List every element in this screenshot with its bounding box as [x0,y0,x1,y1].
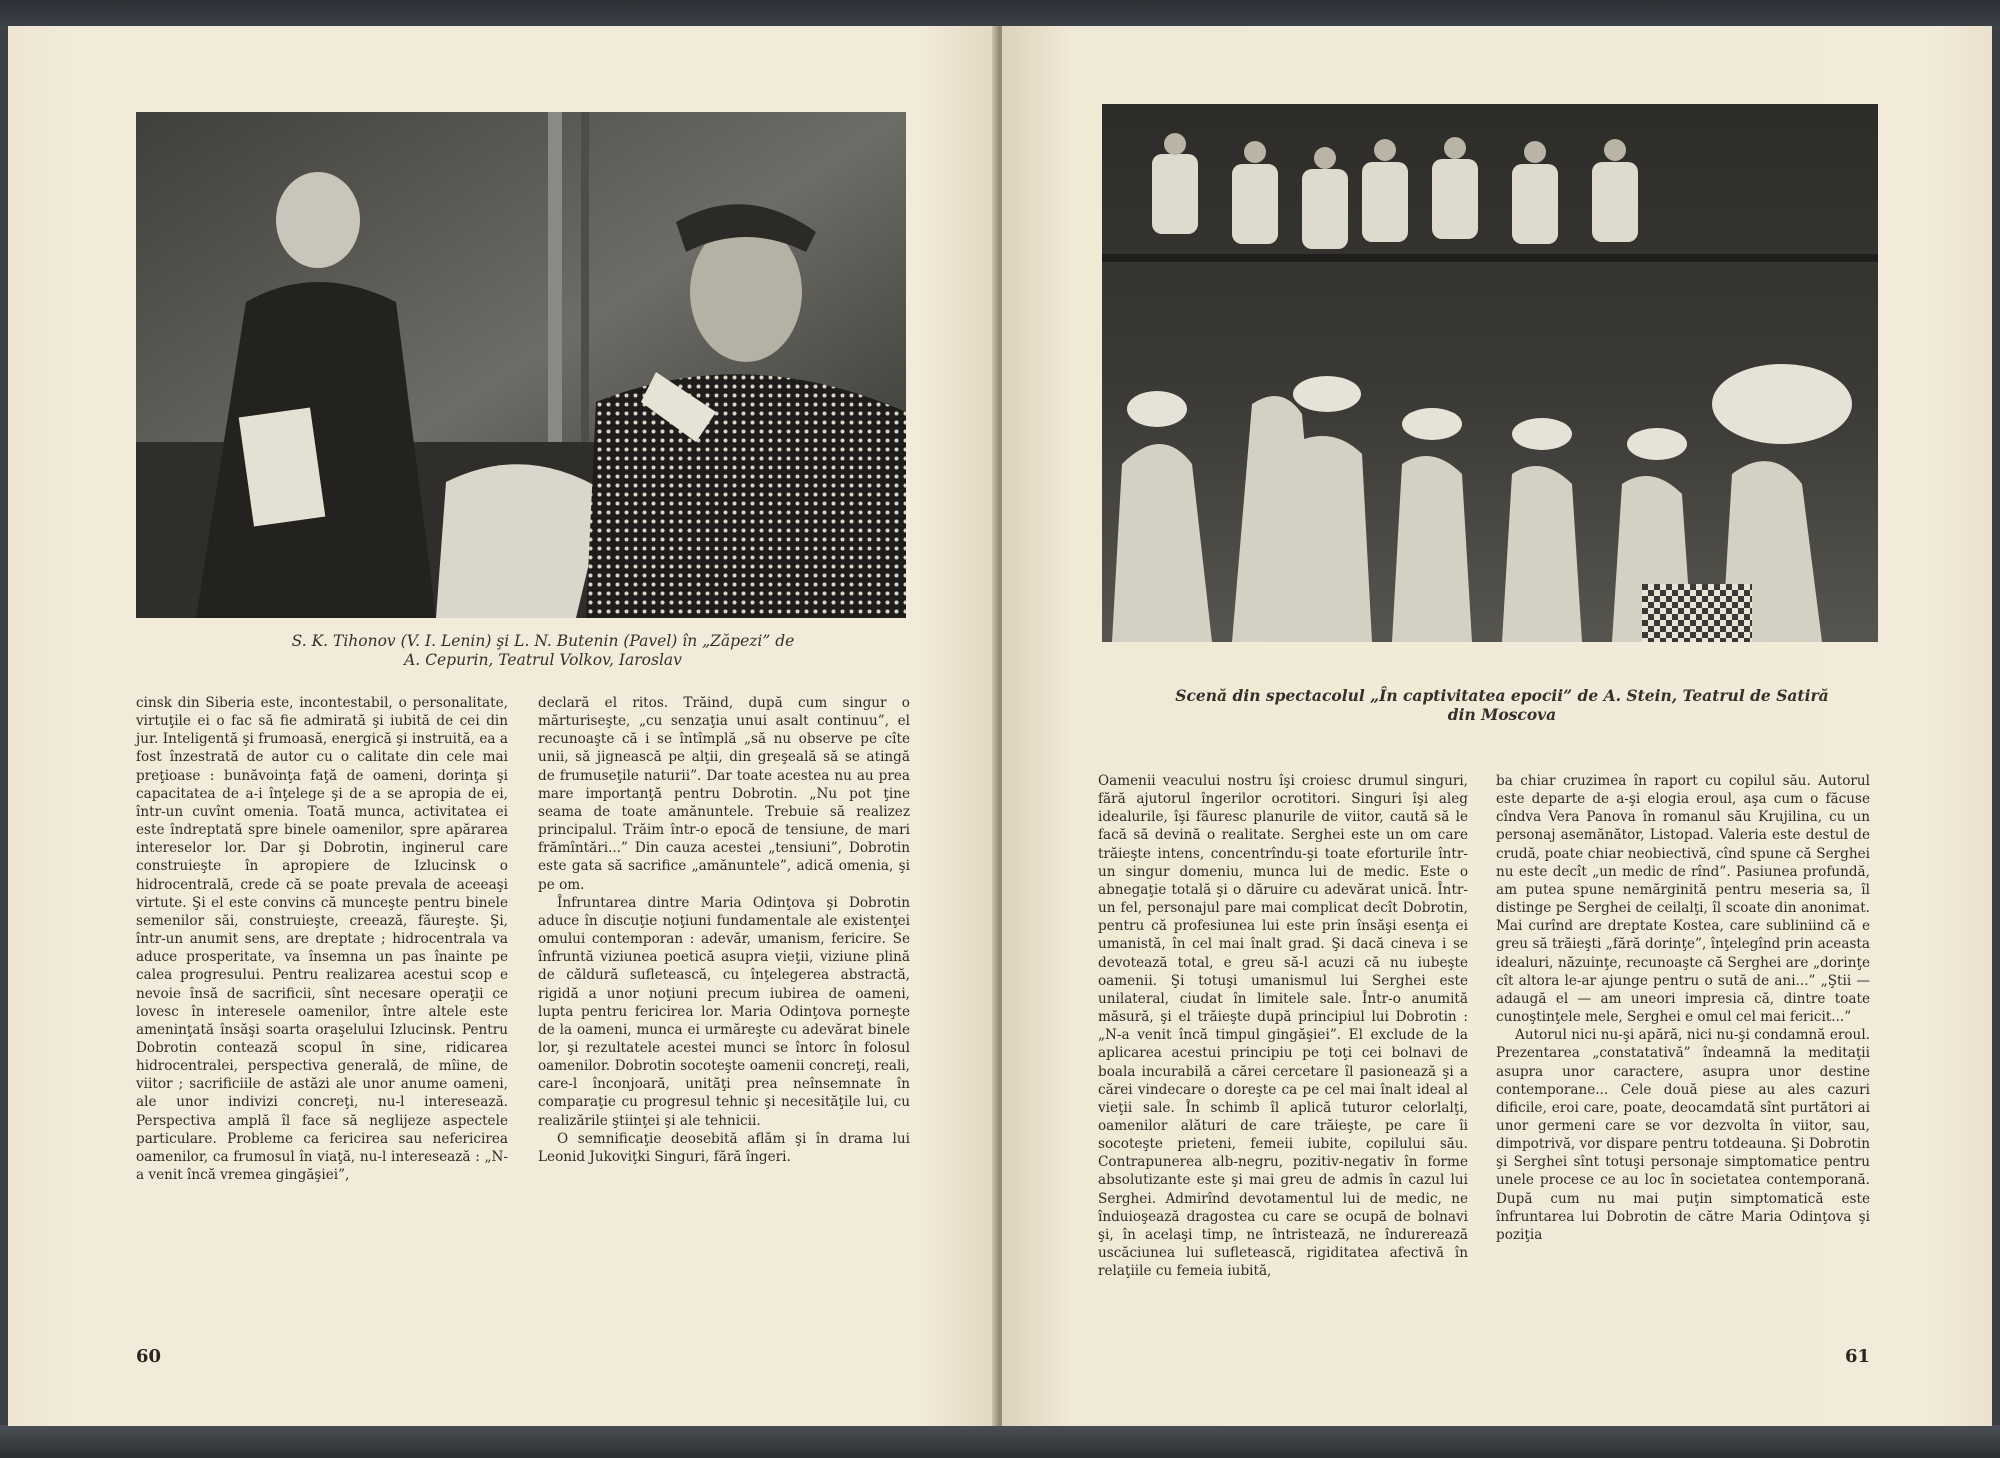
paragraph: ba chiar cruzimea în raport cu copilul său. Autorul este departe de a-şi elogia eroul, aşa cum o făcuse cîndva Vera Panova în romanul său Krujilina, cu un personaj asemănător, Listopad. Valeria este destul de crudă, poate chiar neobiectivă, cînd spune că Serghei nu este decît „un medic de rînd”. Pasiunea profundă, am putea spune nemărginită pentru meseria sa, îl distinge pe Serghei de ceilalţi, îl scoate din anonimat. Mai curînd are dreptate Kostea, care subliniind că e greu să trăieşti „fără dorinţe”, înţelegînd prin aceasta idealuri, năzuinţe, recunoaşte că Serghei are „dorinţe cît altora le-ar ajunge pentru o sută de ani...” „Ştii — adaugă el — am uneori impresia că, dintre toate cunoştinţele mele, Serghei e omul cel mai fericit...” [1496,773,1870,1026]
paragraph: Autorul nici nu-şi apără, nici nu-şi condamnă eroul. Prezentarea „constatativă” îndeamnă la meditaţii asupra unor caractere, asupra unor destine contemporane... Cele două piese au ales cazuri dificile, eroi care, poate, deocamdată sînt purtători ai unor germeni care se vor dezvolta în viitor, sau, dimpotrivă, vor dispare pentru totdeauna. Şi Dobrotin şi Serghei sînt totuşi personaje simptomatice pentru unele procese ce au loc în societatea contemporană. După cum nu mai puţin simptomatică este înfruntarea lui Dobrotin de către Maria Odinţova şi poziţia [1496,1027,1870,1243]
left-caption-line-1: S. K. Tihonov (V. I. Lenin) şi L. N. Butenin (Pavel) în „Zăpezi” de [291,632,795,650]
right-page [1002,26,1992,1426]
left-photo [136,112,906,618]
left-column-2 [538,694,910,1166]
paragraph: O semnificaţie deosebită aflăm şi în drama lui Leonid Jukoviţki Singuri, fără îngeri. [538,1130,910,1165]
page-number-left: 60 [136,1346,162,1367]
paragraph: Oamenii veacului nostru îşi croiesc drumul singuri, fără ajutorul îngerilor ocrotitori. Singuri îşi aleg idealurile, îşi făuresc planurile de viitor, caută să le facă să devină o realitate. Serghei este un om care trăieşte intens, concentrîndu-şi toate eforturile într-un singur domeniu, munca lui de medic. Este o abnegaţie totală şi o dăruire cu adevărat unică. Într-un fel, personajul pare mai complicat decît Dobrotin, pentru că profesiunea lui este prin însăşi esenţa ei umanistă, în cel mai înalt grad. Şi dacă cineva i se devotează total, e greu să-l acuzi că nu iubeşte oamenii. Şi totuşi umanismul lui Serghei este unilateral, ciudat în limitele sale. Într-o anumită măsură, şi el trăieşte după principiul lui Dobrotin : „N-a venit încă timpul gingăşiei”. El exclude de la aplicarea acestui principiu pe toţi cei bolnavi de boala incurabilă a cărei cercetare îl pasionează şi a cărei vindecare o doreşte ca pe cel mai înalt ideal al vieţii sale. În schimb îl aplică tuturor celorlalţi, oamenilor alături de care trăieşte, pe care îi socoteşte prieteni, femeii iubite, copilului său. Contrapunerea alb-negru, pozitiv-negativ în forme absolutizante este şi mai greu de admis în cazul lui Serghei. Admirînd devotamentul lui de medic, ne înduioşează dragostea cu care se ocupă de bolnavi şi, în acelaşi timp, ne întristează, ne îndurerează uscăciunea lui sufletească, rigiditatea afectivă în relaţiile cu femeia iubită, [1098,773,1468,1280]
left-caption-line-2: A. Cepurin, Teatrul Volkov, Iaroslav [404,651,682,669]
paragraph: declară el ritos. Trăind, după cum singur o mărturiseşte, „cu senzaţia unui asalt continuu”, el recunoaşte că i se întîmplă „să nu observe pe cîte unii, să jignească pe alţii, din greşeală să se atingă de frumuseţile naturii”. Dar toate acestea nu au prea mare importanţă pentru Dobrotin. „Nu pot ţine seama de toate amănuntele. Trebuie să realizez principalul. Trăim într-o epocă de tensiune, de mari frămîntări...” Din cauza acestei „tensiuni”, Dobrotin este gata să sacrifice „amănuntele”, adică omenia, şi pe om. [538,695,910,893]
page-number-right: 61 [1845,1346,1871,1367]
left-column-1 [136,694,508,1184]
left-photo-caption [168,632,918,670]
left-photo-image [136,112,906,618]
right-column-2 [1496,772,1870,1244]
right-photo-caption [1112,686,1892,724]
right-caption-line-2: din Moscova [1447,705,1557,724]
right-caption-line-1: Scenă din spectacolul „În captivitatea epocii” de A. Stein, Teatrul de Satiră [1175,686,1829,705]
right-photo-image [1102,104,1878,642]
right-photo [1102,104,1878,642]
left-page [8,26,998,1426]
paragraph: Înfruntarea dintre Maria Odinţova şi Dobrotin aduce în discuţie noţiuni fundamentale ale existenţei omului contemporan : adevăr, umanism, fericire. Se înfruntă viziunea poetică asupra vieţii, viziune plină de căldură sufletească, cu înţelegerea abstractă, rigidă a unor noţiuni precum iubirea de oameni, lupta pentru fericirea lor. Maria Odinţova porneşte de la oameni, munca ei urmăreşte cu adevărat binele lor, şi rezultatele acestei munci se întorc în folosul oamenilor. Dobrotin socoteşte oamenii concreţi, reali, care-l înconjoară, unităţi prea neînsemnate în comparaţie cu progresul tehnic şi necesităţile lui, cu realizările ştiinţei şi ale tehnicii. [538,894,910,1129]
paragraph: cinsk din Siberia este, incontestabil, o personalitate, virtuţile ei o fac să fie admirată şi iubită de cei din jur. Inteligentă şi frumoasă, energică şi instruită, ea a fost înzestrată de autor cu o calitate din cele mai preţioase : bunăvoinţa faţă de oameni, dorinţa şi capacitatea de a-i înţelege şi de a se apropia de ei, într-un cuvînt omenia. Toată munca, activitatea ei este îndreptată spre binele oamenilor, spre apărarea intereselor lor. Dar şi Dobrotin, inginerul care construieşte în apropiere de Izlucinsk o hidrocentrală, crede că se poate prevala de aceeaşi virtute. Şi el este convins că munceşte pentru binele semenilor săi, construieşte, creează, făureşte. Şi, într-un anumit sens, are dreptate ; hidrocentrala va aduce prosperitate, va însemna un pas înainte pe calea progresului. Pentru realizarea acestui scop e nevoie însă de sacrificii, sînt necesare operaţii ce lovesc în interesele oamenilor, între altele este ameninţată însăşi soarta oraşelului Izlucinsk. Pentru Dobrotin contează scopul în sine, ridicarea hidrocentralei, perspectiva generală, de mîine, de viitor ; sacrificiile de astăzi ale unor anume oameni, ale unor indivizi concreţi, nu-l interesează. Perspectiva amplă îl face să neglijeze aspectele particulare. Probleme ca fericirea sau nefericirea oamenilor, ca frumosul în viaţă, nu-l interesează : „N-a venit încă vremea gingăşiei”, [136,695,508,1184]
book-binding-bottom [0,1425,2000,1458]
right-column-1 [1098,772,1468,1280]
